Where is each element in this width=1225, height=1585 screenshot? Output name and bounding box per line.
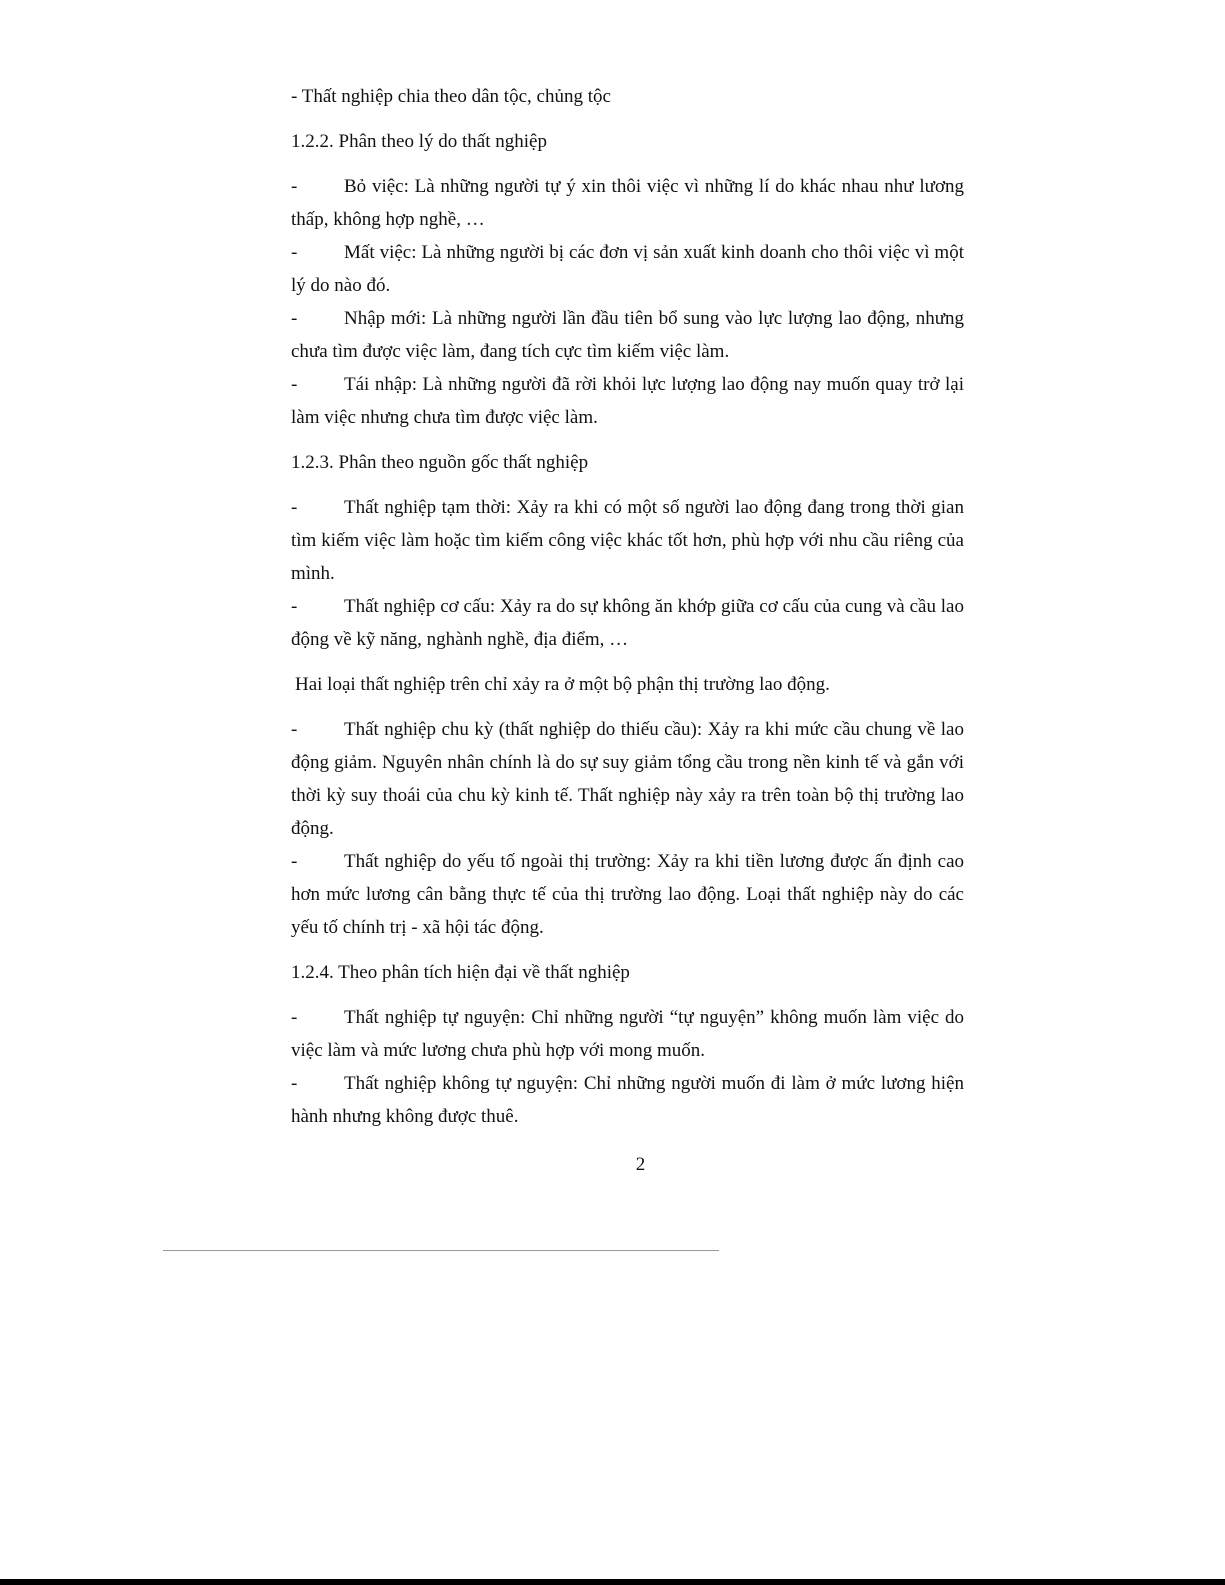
section-heading-1-2-3: 1.2.3. Phân theo nguồn gốc thất nghiệp	[291, 452, 589, 473]
list-item-text: Thất nghiệp do yếu tố ngoài thị trường: Xảy ra khi tiền lương được ấn định cao hơn mức lương cân bằng thực tế của thị trường lao động. Loại thất nghiệp này do các yếu tố chính trị - xã hội tác động.	[291, 851, 964, 938]
bullet-dash: -	[291, 719, 298, 740]
bullet-dash: -	[291, 242, 298, 263]
page-content	[291, 80, 964, 1133]
list-item	[291, 590, 964, 656]
list-item	[291, 713, 964, 845]
list-item	[291, 845, 964, 944]
intro-line: - Thất nghiệp chia theo dân tộc, chủng tộc	[291, 86, 611, 107]
list-item-text: Thất nghiệp tạm thời: Xảy ra khi có một số người lao động đang trong thời gian tìm kiếm việc làm hoặc tìm kiếm công việc khác tốt hơn, phù hợp với nhu cầu riêng của mình.	[291, 497, 964, 584]
list-item	[291, 1001, 964, 1067]
list-item	[291, 368, 964, 434]
bullet-dash: -	[291, 1007, 298, 1028]
bullet-dash: -	[291, 851, 298, 872]
bottom-edge-bar	[0, 1579, 1225, 1585]
page-number: 2	[635, 1154, 646, 1175]
list-item-text: Nhập mới: Là những người lần đầu tiên bổ sung vào lực lượng lao động, nhưng chưa tìm được việc làm, đang tích cực tìm kiếm việc làm.	[291, 308, 964, 362]
footer-divider	[163, 1250, 719, 1251]
bullet-dash: -	[291, 374, 298, 395]
list-item-text: Thất nghiệp tự nguyện: Chỉ những người “tự nguyện” không muốn làm việc do việc làm và mức lương chưa phù hợp với mong muốn.	[291, 1007, 964, 1061]
list-item-text: Tái nhập: Là những người đã rời khỏi lực lượng lao động nay muốn quay trở lại làm việc nhưng chưa tìm được việc làm.	[291, 374, 964, 428]
bullet-dash: -	[291, 596, 298, 617]
list-item	[291, 170, 964, 236]
list-item-text: Thất nghiệp không tự nguyện: Chỉ những người muốn đi làm ở mức lương hiện hành nhưng không được thuê.	[291, 1073, 964, 1127]
list-item-text: Mất việc: Là những người bị các đơn vị sản xuất kinh doanh cho thôi việc vì một lý do nào đó.	[291, 242, 964, 296]
list-item	[291, 302, 964, 368]
section-note: Hai loại thất nghiệp trên chỉ xảy ra ở một bộ phận thị trường lao động.	[295, 674, 830, 695]
list-item	[291, 236, 964, 302]
bullet-dash: -	[291, 308, 298, 329]
bullet-dash: -	[291, 497, 298, 518]
list-item	[291, 491, 964, 590]
list-item	[291, 1067, 964, 1133]
list-item-text: Bỏ việc: Là những người tự ý xin thôi việc vì những lí do khác nhau như lương thấp, không hợp nghề, …	[291, 176, 964, 230]
list-item-text: Thất nghiệp cơ cấu: Xảy ra do sự không ăn khớp giữa cơ cấu của cung và cầu lao động về kỹ năng, nghành nghề, địa điểm, …	[291, 596, 964, 650]
bullet-dash: -	[291, 1073, 298, 1094]
bullet-dash: -	[291, 176, 298, 197]
section-heading-1-2-4: 1.2.4. Theo phân tích hiện đại về thất nghiệp	[291, 962, 630, 983]
section-heading-1-2-2: 1.2.2. Phân theo lý do thất nghiệp	[291, 131, 547, 152]
list-item-text: Thất nghiệp chu kỳ (thất nghiệp do thiếu cầu): Xảy ra khi mức cầu chung về lao động giảm. Nguyên nhân chính là do sự suy giảm tổng cầu trong nền kinh tế và gắn với thời kỳ suy thoái của chu kỳ kinh tế. Thất nghiệp này xảy ra trên toàn bộ thị trường lao động.	[291, 719, 964, 839]
